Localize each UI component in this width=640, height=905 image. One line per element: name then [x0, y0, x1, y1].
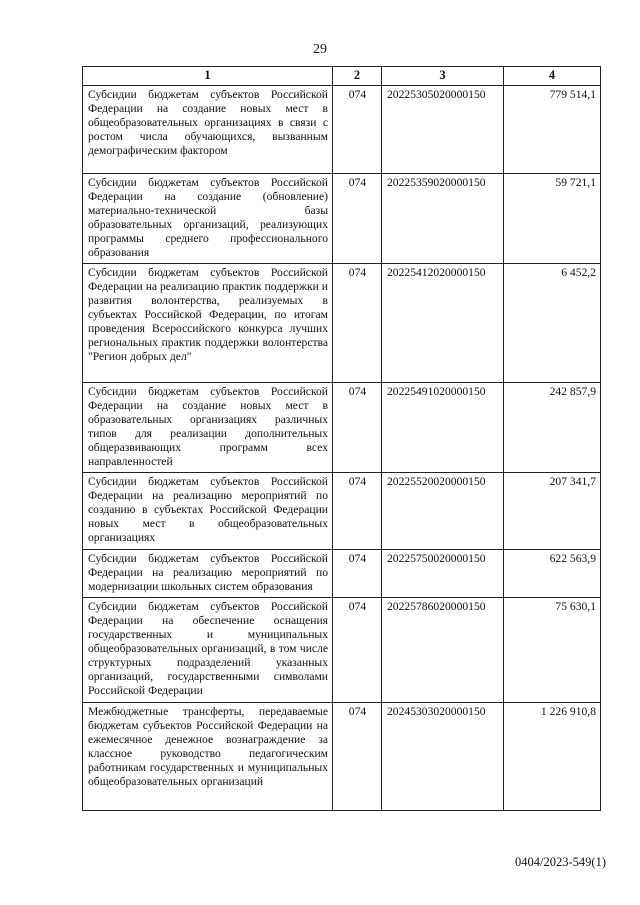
row-description: Субсидии бюджетам субъектов Российской Федерации на реализацию практик поддержки и развития волонтерства, реализуемых в субъектах Российской Федерации, по итогам проведения Всероссийского конкурса лучших региональных практик поддержки волонтерства "Регион добрых дел" [83, 264, 333, 383]
row-description: Субсидии бюджетам субъектов Российской Федерации на реализацию мероприятий по созданию в субъектах Российской Федерации новых мест в общеобразовательных организациях [83, 473, 333, 550]
row-kbk-code: 20225412020000150 [382, 264, 504, 383]
row-kbk-code: 20225750020000150 [382, 550, 504, 598]
row-description: Субсидии бюджетам субъектов Российской Федерации на обеспечение оснащения государственных и муниципальных общеобразовательных организаций, в том числе структурных подразделений указанных организаций, государственными символами Российской Федерации [83, 598, 333, 703]
row-amount: 59 721,1 [504, 174, 601, 264]
row-admin-code: 074 [333, 703, 382, 811]
row-admin-code: 074 [333, 174, 382, 264]
row-admin-code: 074 [333, 550, 382, 598]
row-admin-code: 074 [333, 473, 382, 550]
row-description: Субсидии бюджетам субъектов Российской Федерации на создание новых мест в образовательных организациях различных типов для реализации дополнительных общеразвивающих программ всех направленностей [83, 383, 333, 473]
row-kbk-code: 20245303020000150 [382, 703, 504, 811]
row-description: Субсидии бюджетам субъектов Российской Федерации на создание новых мест в общеобразовательных организациях в связи с ростом числа обучающихся, вызванным демографическим фактором [83, 86, 333, 174]
row-amount: 1 226 910,8 [504, 703, 601, 811]
row-amount: 6 452,2 [504, 264, 601, 383]
row-kbk-code: 20225520020000150 [382, 473, 504, 550]
table-row [83, 550, 601, 598]
row-description: Субсидии бюджетам субъектов Российской Федерации на реализацию мероприятий по модернизации школьных систем образования [83, 550, 333, 598]
column-header-1: 1 [83, 67, 333, 86]
row-amount: 622 563,9 [504, 550, 601, 598]
column-header-4: 4 [504, 67, 601, 86]
row-amount: 242 857,9 [504, 383, 601, 473]
table-row [83, 264, 601, 383]
table-row [83, 383, 601, 473]
row-admin-code: 074 [333, 383, 382, 473]
row-admin-code: 074 [333, 264, 382, 383]
row-kbk-code: 20225491020000150 [382, 383, 504, 473]
row-description: Субсидии бюджетам субъектов Российской Федерации на создание (обновление) материально-технической базы образовательных организаций, реализующих программы среднего профессионального образования [83, 174, 333, 264]
column-header-2: 2 [333, 67, 382, 86]
table-row [83, 473, 601, 550]
table-header-row [83, 67, 601, 86]
table-row [83, 86, 601, 174]
row-amount: 779 514,1 [504, 86, 601, 174]
row-kbk-code: 20225305020000150 [382, 86, 504, 174]
document-code: 0404/2023-549(1) [515, 855, 606, 869]
table-row [83, 703, 601, 811]
row-kbk-code: 20225786020000150 [382, 598, 504, 703]
row-amount: 75 630,1 [504, 598, 601, 703]
column-header-3: 3 [382, 67, 504, 86]
row-amount: 207 341,7 [504, 473, 601, 550]
row-kbk-code: 20225359020000150 [382, 174, 504, 264]
row-description: Межбюджетные трансферты, передаваемые бюджетам субъектов Российской Федерации на ежемесячное денежное вознаграждение за классное руководство педагогическим работникам государственных и муниципальных общеобразовательных организаций [83, 703, 333, 811]
row-admin-code: 074 [333, 598, 382, 703]
row-admin-code: 074 [333, 86, 382, 174]
budget-table [82, 66, 601, 811]
page-number: 29 [313, 42, 327, 57]
table-row [83, 598, 601, 703]
table-row [83, 174, 601, 264]
